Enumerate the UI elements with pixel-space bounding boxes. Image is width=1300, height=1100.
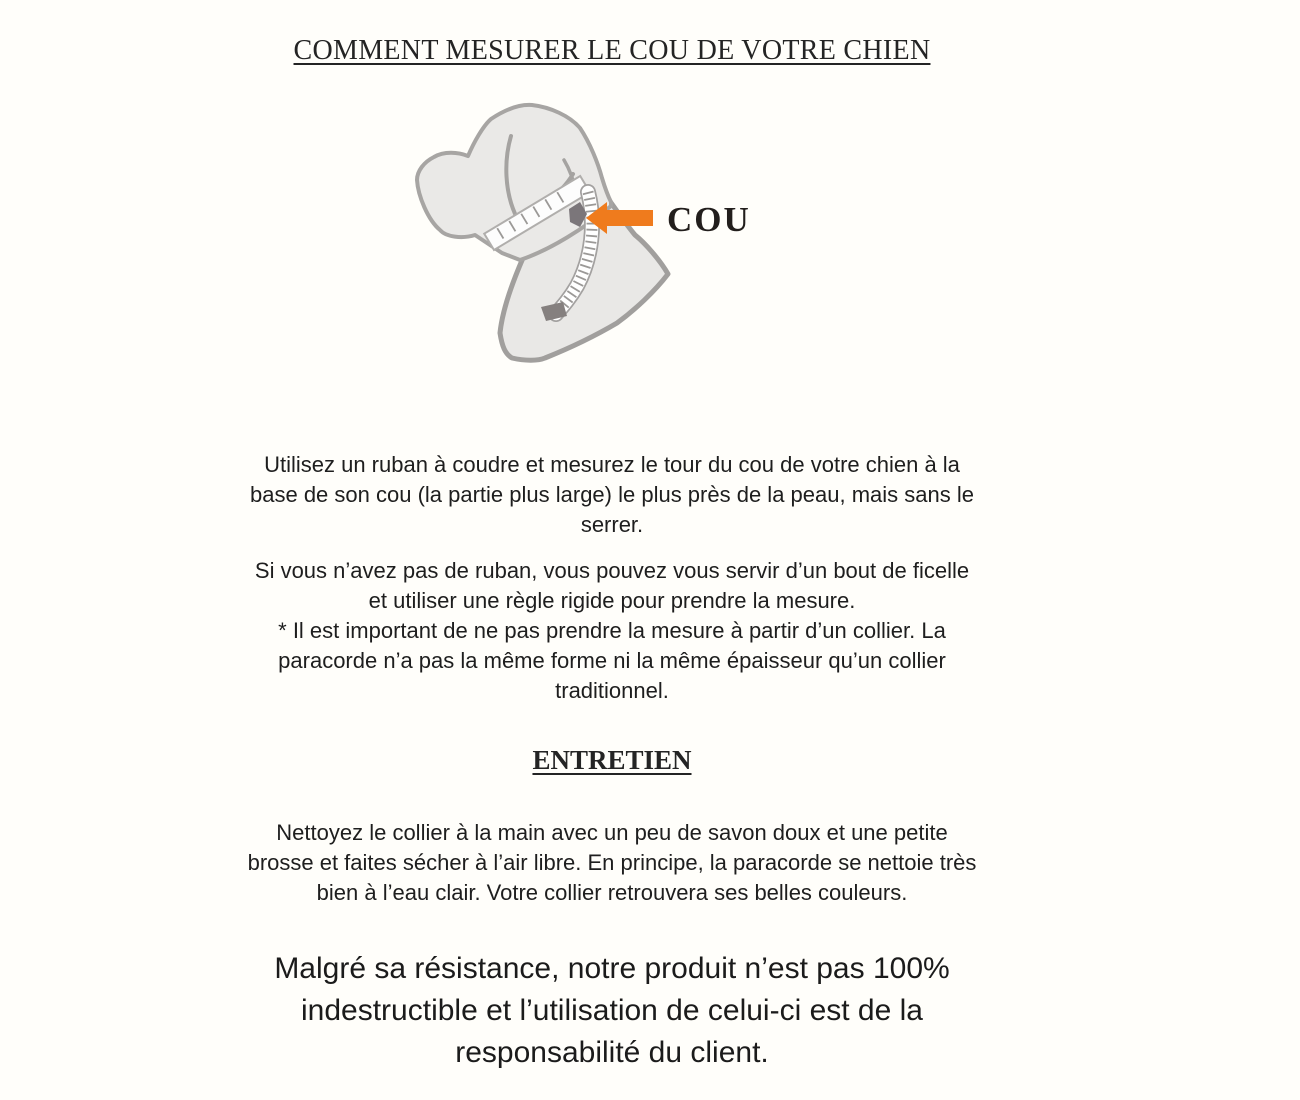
text-line: * Il est important de ne pas prendre la mesure à partir d’un collier. La xyxy=(278,618,946,643)
paragraph-disclaimer xyxy=(157,948,1067,1074)
paragraph-measuring-instructions xyxy=(157,450,1067,540)
text-line: Malgré sa résistance, notre produit n’est pas 100% xyxy=(274,952,950,985)
text-line: Utilisez un ruban à coudre et mesurez le tour du cou de votre chien à la xyxy=(264,452,960,477)
page-title-text: COMMENT MESURER LE COU DE VOTRE CHIEN xyxy=(293,35,931,66)
figure-label-cou: COU xyxy=(667,200,751,239)
text-line: brosse et faites sécher à l’air libre. En principe, la paracorde se nettoie très xyxy=(247,850,977,875)
text-line: base de son cou (la partie plus large) le plus près de la peau, mais sans le xyxy=(250,482,974,507)
text-line: responsabilité du client. xyxy=(455,1036,769,1069)
text-line: indestructible et l’utilisation de celui-ci est de la xyxy=(301,994,923,1027)
text-line: Si vous n’avez pas de ruban, vous pouvez vous servir d’un bout de ficelle xyxy=(254,558,970,583)
text-line: bien à l’eau clair. Votre collier retrouvera ses belles couleurs. xyxy=(316,880,908,905)
section-heading-text: ENTRETIEN xyxy=(532,745,692,775)
text-line: serrer. xyxy=(580,512,644,537)
paragraph-measuring-tips xyxy=(157,556,1067,706)
document-body xyxy=(157,0,1067,1074)
dog-neck-measurement-illustration xyxy=(390,88,860,408)
text-line: traditionnel. xyxy=(555,678,669,703)
text-line: et utiliser une règle rigide pour prendre la mesure. xyxy=(368,588,856,613)
page-title xyxy=(157,0,1067,68)
paragraph-care-instructions xyxy=(157,818,1067,908)
text-line: paracorde n’a pas la même forme ni la même épaisseur qu’un collier xyxy=(278,648,946,673)
section-heading-entretien xyxy=(157,744,1067,776)
text-line: Nettoyez le collier à la main avec un peu de savon doux et une petite xyxy=(276,820,948,845)
dog-measurement-figure xyxy=(157,88,1067,410)
